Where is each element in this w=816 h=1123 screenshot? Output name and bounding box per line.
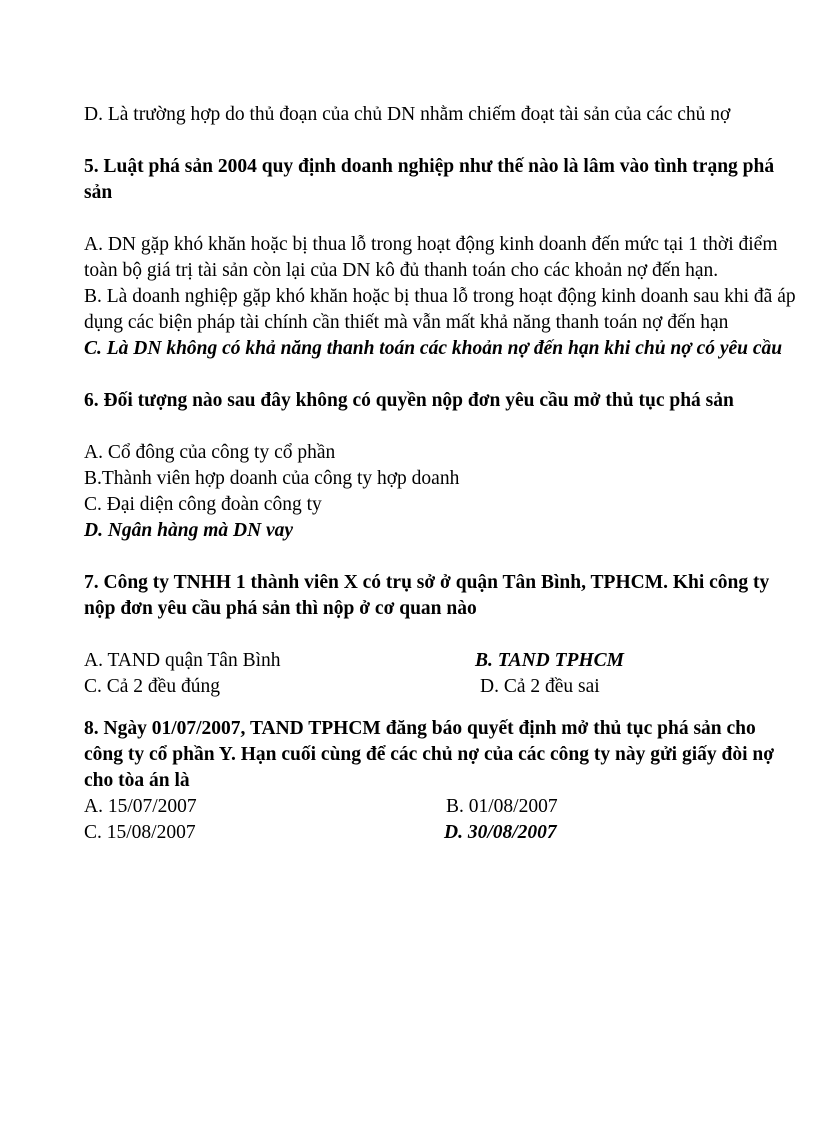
- q7-option-d: D. Cả 2 đều sai: [480, 676, 600, 697]
- q7-option-b-answer: B. TAND TPHCM: [475, 650, 624, 671]
- q8-options-row-1: [84, 794, 796, 820]
- q8-option-a: A. 15/07/2007: [84, 796, 197, 817]
- q5-option-b: B. Là doanh nghiệp gặp khó khăn hoặc bị thua lỗ trong hoạt động kinh doanh sau khi đã áp dụng các biện pháp tài chính cần thiết mà vẫn mất khả năng thanh toán nợ đến hạn: [84, 286, 796, 333]
- q7-options-row-2: [84, 674, 796, 700]
- spacer: [84, 128, 796, 154]
- q6-option-a: A. Cổ đông của công ty cổ phần: [84, 442, 336, 463]
- q6-option-b: B.Thành viên hợp doanh của công ty hợp doanh: [84, 468, 460, 489]
- question-7: 7. Công ty TNHH 1 thành viên X có trụ sở ở quận Tân Bình, TPHCM. Khi công ty nộp đơn yêu cầu phá sản thì nộp ở cơ quan nào: [84, 572, 770, 619]
- spacer: [84, 622, 796, 648]
- q8-option-b: B. 01/08/2007: [446, 796, 558, 817]
- q8-option-d-answer: D. 30/08/2007: [444, 822, 557, 843]
- q6-option-c: C. Đại diện công đoàn công ty: [84, 494, 322, 515]
- q7-options-row-1: [84, 648, 796, 674]
- intro-option-d: D. Là trường hợp do thủ đoạn của chủ DN nhằm chiếm đoạt tài sản của các chủ nợ: [84, 104, 731, 125]
- spacer: [84, 544, 796, 570]
- spacer: [84, 414, 796, 440]
- q7-option-c: C. Cả 2 đều đúng: [84, 676, 220, 697]
- spacer: [84, 362, 796, 388]
- question-6: 6. Đối tượng nào sau đây không có quyền nộp đơn yêu cầu mở thủ tục phá sản: [84, 390, 734, 411]
- q6-option-d-answer: D. Ngân hàng mà DN vay: [84, 520, 294, 541]
- spacer: [84, 700, 796, 716]
- document-page: [84, 102, 796, 846]
- question-5: 5. Luật phá sản 2004 quy định doanh nghiệp như thế nào là lâm vào tình trạng phá sản: [84, 156, 775, 203]
- spacer: [84, 206, 796, 232]
- q8-option-c: C. 15/08/2007: [84, 822, 196, 843]
- q5-option-a: A. DN gặp khó khăn hoặc bị thua lỗ trong hoạt động kinh doanh đến mức tại 1 thời điểm toàn bộ giá trị tài sản còn lại của DN kô đủ thanh toán cho các khoản nợ đến hạn.: [84, 234, 778, 281]
- q8-options-row-2: [84, 820, 796, 846]
- q5-option-c-answer: C. Là DN không có khả năng thanh toán các khoản nợ đến hạn khi chủ nợ có yêu cầu: [84, 338, 783, 359]
- q7-option-a: A. TAND quận Tân Bình: [84, 650, 281, 671]
- question-8: 8. Ngày 01/07/2007, TAND TPHCM đăng báo quyết định mở thủ tục phá sản cho công ty cổ phần Y. Hạn cuối cùng để các chủ nợ của các công ty này gửi giấy đòi nợ cho tòa án là: [84, 718, 775, 791]
